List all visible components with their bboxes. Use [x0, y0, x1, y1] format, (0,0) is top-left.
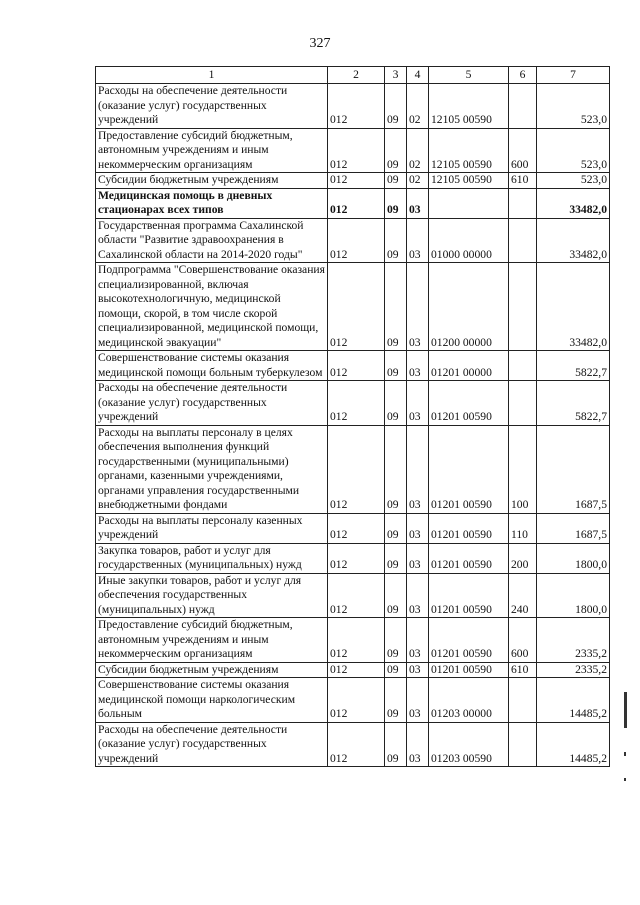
- row-name: Расходы на обеспечение деятельности (оказание услуг) государственных учреждений: [96, 722, 328, 767]
- table-row: [96, 188, 610, 218]
- row-section-code: 09: [385, 263, 407, 351]
- row-expense-type: 200: [509, 543, 537, 573]
- row-section-code: 09: [385, 618, 407, 663]
- row-expense-type: 110: [509, 513, 537, 543]
- row-amount: 14485,2: [537, 678, 610, 723]
- row-subsection-code: 03: [407, 351, 429, 381]
- row-amount: 33482,0: [537, 188, 610, 218]
- table-row: [96, 573, 610, 618]
- row-target-article: 12105 00590: [429, 84, 509, 129]
- row-ministry-code: 012: [328, 173, 385, 189]
- row-target-article: 01000 00000: [429, 218, 509, 263]
- row-expense-type: 240: [509, 573, 537, 618]
- row-section-code: 09: [385, 218, 407, 263]
- header-col-ministry: 2: [328, 67, 385, 84]
- row-name: Расходы на обеспечение деятельности (оказание услуг) государственных учреждений: [96, 84, 328, 129]
- row-expense-type: 610: [509, 173, 537, 189]
- row-target-article: 01200 00000: [429, 263, 509, 351]
- row-ministry-code: 012: [328, 381, 385, 426]
- row-subsection-code: 03: [407, 513, 429, 543]
- table-row: [96, 84, 610, 129]
- row-subsection-code: 03: [407, 573, 429, 618]
- row-name: Предоставление субсидий бюджетным, автономным учреждениям и иным некоммерческим организациям: [96, 618, 328, 663]
- row-target-article: 01201 00590: [429, 573, 509, 618]
- row-amount: 33482,0: [537, 218, 610, 263]
- row-section-code: 09: [385, 351, 407, 381]
- row-name: Расходы на выплаты персоналу в целях обеспечения выполнения функций государственными (муниципальными) органами, казенными учреждениями, органами управления государственными внебюджетными фондами: [96, 425, 328, 513]
- row-subsection-code: 03: [407, 662, 429, 678]
- row-expense-type: [509, 84, 537, 129]
- table-row: [96, 173, 610, 189]
- row-expense-type: 600: [509, 618, 537, 663]
- row-target-article: 12105 00590: [429, 128, 509, 173]
- row-section-code: 09: [385, 573, 407, 618]
- row-subsection-code: 02: [407, 128, 429, 173]
- row-target-article: 01203 00000: [429, 678, 509, 723]
- row-name: Субсидии бюджетным учреждениям: [96, 662, 328, 678]
- table-body: [96, 84, 610, 767]
- table-row: [96, 128, 610, 173]
- row-amount: 1687,5: [537, 513, 610, 543]
- row-ministry-code: 012: [328, 573, 385, 618]
- header-col-name: 1: [96, 67, 328, 84]
- row-amount: 1800,0: [537, 573, 610, 618]
- row-amount: 2335,2: [537, 618, 610, 663]
- row-expense-type: [509, 722, 537, 767]
- row-target-article: 01203 00590: [429, 722, 509, 767]
- row-amount: 1800,0: [537, 543, 610, 573]
- row-subsection-code: 03: [407, 218, 429, 263]
- row-subsection-code: 02: [407, 84, 429, 129]
- table-row: [96, 425, 610, 513]
- row-amount: 14485,2: [537, 722, 610, 767]
- row-name: Медицинская помощь в дневных стационарах всех типов: [96, 188, 328, 218]
- header-row: [96, 67, 610, 84]
- row-name: Совершенствование системы оказания медицинской помощи больным туберкулезом: [96, 351, 328, 381]
- row-section-code: 09: [385, 188, 407, 218]
- scan-mark: [624, 692, 627, 728]
- row-subsection-code: 03: [407, 543, 429, 573]
- table-row: [96, 543, 610, 573]
- row-target-article: 01201 00590: [429, 381, 509, 426]
- row-section-code: 09: [385, 722, 407, 767]
- header-col-expense-type: 6: [509, 67, 537, 84]
- row-subsection-code: 02: [407, 173, 429, 189]
- row-amount: 5822,7: [537, 351, 610, 381]
- row-name: Государственная программа Сахалинской области "Развитие здравоохранения в Сахалинской области на 2014-2020 годы": [96, 218, 328, 263]
- row-target-article: [429, 188, 509, 218]
- row-target-article: 01201 00590: [429, 662, 509, 678]
- row-expense-type: [509, 188, 537, 218]
- row-target-article: 01201 00590: [429, 425, 509, 513]
- row-section-code: 09: [385, 128, 407, 173]
- row-expense-type: [509, 263, 537, 351]
- row-subsection-code: 03: [407, 678, 429, 723]
- table-row: [96, 351, 610, 381]
- row-subsection-code: 03: [407, 263, 429, 351]
- row-target-article: 01201 00000: [429, 351, 509, 381]
- row-ministry-code: 012: [328, 678, 385, 723]
- row-ministry-code: 012: [328, 722, 385, 767]
- row-subsection-code: 03: [407, 722, 429, 767]
- row-subsection-code: 03: [407, 618, 429, 663]
- row-name: Совершенствование системы оказания медицинской помощи наркологическим больным: [96, 678, 328, 723]
- row-name: Подпрограмма "Совершенствование оказания специализированной, включая высокотехнологичную, медицинской помощи, скорой, в том числе скорой специализированной, медицинской помощи, медицинской эвакуации": [96, 263, 328, 351]
- row-ministry-code: 012: [328, 513, 385, 543]
- row-expense-type: 600: [509, 128, 537, 173]
- row-ministry-code: 012: [328, 351, 385, 381]
- row-name: Расходы на обеспечение деятельности (оказание услуг) государственных учреждений: [96, 381, 328, 426]
- header-col-subsection: 4: [407, 67, 429, 84]
- scan-mark: [624, 778, 626, 781]
- row-ministry-code: 012: [328, 618, 385, 663]
- row-ministry-code: 012: [328, 188, 385, 218]
- row-section-code: 09: [385, 662, 407, 678]
- row-subsection-code: 03: [407, 425, 429, 513]
- row-target-article: 01201 00590: [429, 513, 509, 543]
- page-number: 327: [309, 36, 331, 51]
- row-expense-type: [509, 218, 537, 263]
- row-ministry-code: 012: [328, 218, 385, 263]
- row-amount: 1687,5: [537, 425, 610, 513]
- row-name: Субсидии бюджетным учреждениям: [96, 173, 328, 189]
- row-expense-type: [509, 351, 537, 381]
- row-amount: 5822,7: [537, 381, 610, 426]
- row-expense-type: 610: [509, 662, 537, 678]
- row-ministry-code: 012: [328, 543, 385, 573]
- row-ministry-code: 012: [328, 662, 385, 678]
- scan-mark: [624, 752, 626, 756]
- row-name: Иные закупки товаров, работ и услуг для обеспечения государственных (муниципальных) нужд: [96, 573, 328, 618]
- row-section-code: 09: [385, 513, 407, 543]
- table-row: [96, 722, 610, 767]
- table-row: [96, 618, 610, 663]
- row-ministry-code: 012: [328, 425, 385, 513]
- table-row: [96, 218, 610, 263]
- table-row: [96, 678, 610, 723]
- row-expense-type: 100: [509, 425, 537, 513]
- row-expense-type: [509, 678, 537, 723]
- row-section-code: 09: [385, 678, 407, 723]
- row-target-article: 01201 00590: [429, 543, 509, 573]
- row-target-article: 01201 00590: [429, 618, 509, 663]
- row-section-code: 09: [385, 425, 407, 513]
- table-row: [96, 662, 610, 678]
- row-section-code: 09: [385, 543, 407, 573]
- budget-table: [95, 66, 610, 767]
- row-name: Расходы на выплаты персоналу казенных учреждений: [96, 513, 328, 543]
- row-amount: 523,0: [537, 173, 610, 189]
- row-section-code: 09: [385, 84, 407, 129]
- header-col-amount: 7: [537, 67, 610, 84]
- row-name: Предоставление субсидий бюджетным, автономным учреждениям и иным некоммерческим организациям: [96, 128, 328, 173]
- row-ministry-code: 012: [328, 128, 385, 173]
- row-amount: 523,0: [537, 128, 610, 173]
- row-amount: 523,0: [537, 84, 610, 129]
- row-amount: 2335,2: [537, 662, 610, 678]
- table-row: [96, 513, 610, 543]
- row-target-article: 12105 00590: [429, 173, 509, 189]
- header-col-target-article: 5: [429, 67, 509, 84]
- header-col-section: 3: [385, 67, 407, 84]
- row-ministry-code: 012: [328, 263, 385, 351]
- row-section-code: 09: [385, 381, 407, 426]
- row-subsection-code: 03: [407, 381, 429, 426]
- table-row: [96, 263, 610, 351]
- row-ministry-code: 012: [328, 84, 385, 129]
- row-amount: 33482,0: [537, 263, 610, 351]
- row-section-code: 09: [385, 173, 407, 189]
- table-row: [96, 381, 610, 426]
- row-name: Закупка товаров, работ и услуг для государственных (муниципальных) нужд: [96, 543, 328, 573]
- row-subsection-code: 03: [407, 188, 429, 218]
- row-expense-type: [509, 381, 537, 426]
